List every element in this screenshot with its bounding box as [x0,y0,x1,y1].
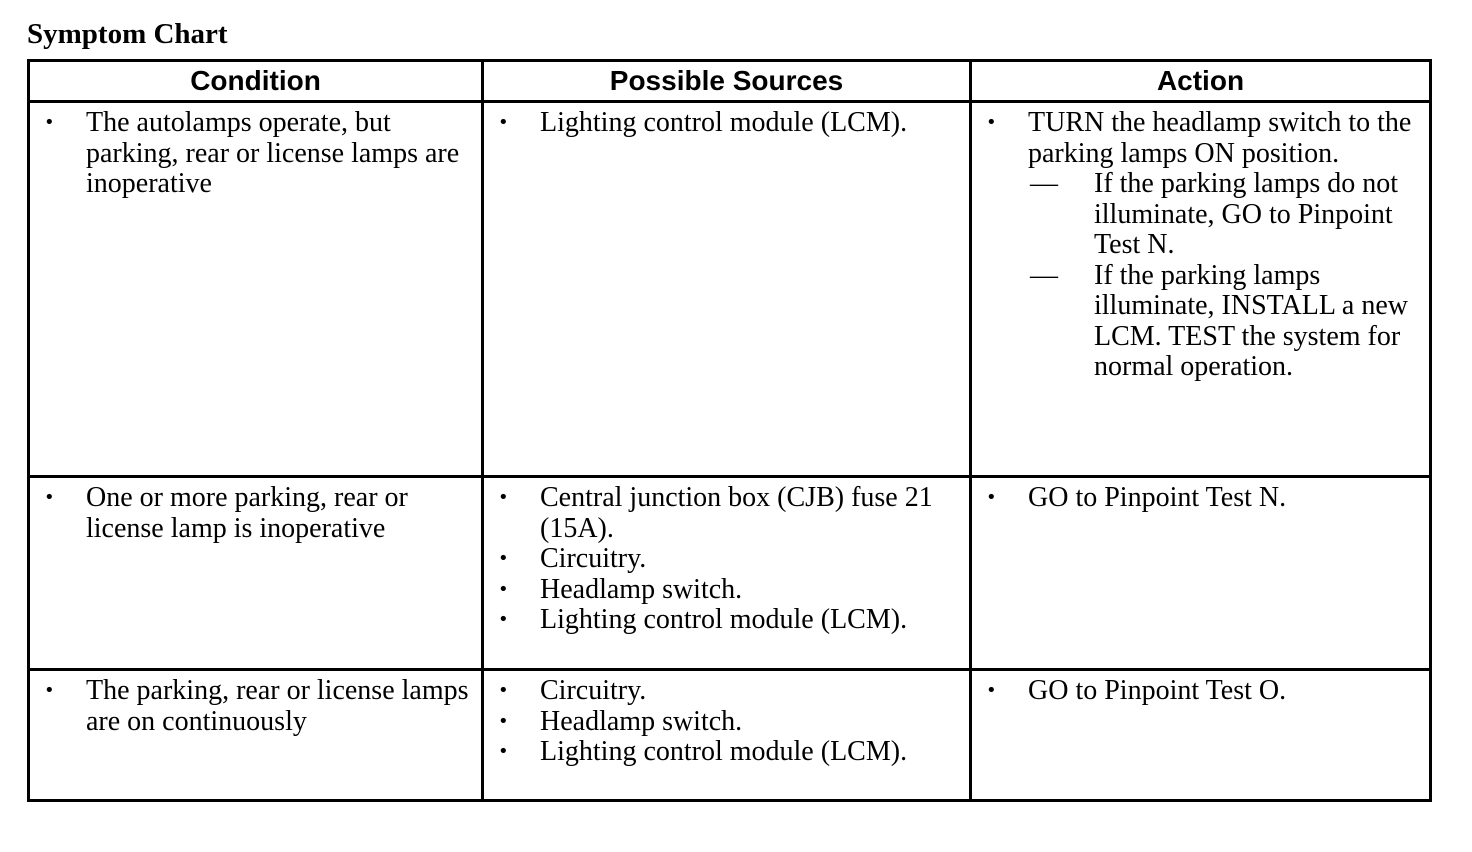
action-text: TURN the headlamp switch to the parking lamps ON position. [1028,107,1412,169]
action-item [972,483,1421,514]
action-sub-item [1028,169,1421,261]
bullet-icon: • [986,680,997,701]
header-possible-sources: Possible Sources [483,61,971,102]
bullet-icon: • [498,609,509,630]
source-item [484,707,961,738]
dash-icon: — [1030,168,1058,199]
action-cell [971,670,1431,801]
source-text: Central junction box (CJB) fuse 21 (15A). [540,482,933,544]
source-text: Lighting control module (LCM). [540,736,908,767]
bullet-icon: • [498,710,509,732]
source-item [484,676,961,707]
condition-item [30,483,473,544]
condition-cell [29,670,483,801]
header-action: Action [971,61,1431,102]
source-text: Circuitry. [540,543,647,574]
chart-title: Symptom Chart [27,18,228,50]
action-sub-text: If the parking lamps illuminate, INSTALL a new LCM. TEST the system for normal operation. [1094,259,1408,382]
source-text: Lighting control module (LCM). [540,107,908,138]
sources-cell [483,670,971,801]
action-cell [971,102,1431,477]
action-sub-item [1028,261,1421,383]
condition-item [30,108,473,200]
source-item [484,544,961,575]
action-text: GO to Pinpoint Test O. [1028,675,1287,706]
source-item [484,483,961,544]
header-row [29,61,1431,102]
source-text: Headlamp switch. [540,705,743,737]
source-item [484,575,961,606]
source-text: Headlamp switch. [540,573,743,605]
table-row [29,477,1431,670]
table-row [29,670,1431,801]
condition-cell [29,477,483,670]
condition-text: The parking, rear or license lamps are on continuously [86,675,469,737]
bullet-icon: • [44,680,55,701]
bullet-icon: • [498,578,509,600]
bullet-icon: • [498,487,509,508]
bullet-icon: • [498,680,509,701]
condition-item [30,676,473,737]
bullet-icon: • [986,487,997,508]
bullet-icon: • [44,487,55,508]
condition-cell [29,102,483,477]
action-cell [971,477,1431,670]
bullet-icon: • [986,112,997,133]
bullet-icon: • [498,741,509,762]
source-item [484,737,961,768]
symptom-table [27,59,1432,802]
dash-icon: — [1030,259,1058,291]
sources-cell [483,102,971,477]
action-item [972,676,1421,707]
action-item [972,108,1421,383]
bullet-icon: • [498,548,509,569]
bullet-icon: • [44,112,55,133]
source-item [484,108,961,139]
action-sub-text: If the parking lamps do not illuminate, GO to Pinpoint Test N. [1094,168,1399,260]
action-text: GO to Pinpoint Test N. [1028,482,1287,513]
sources-cell [483,477,971,670]
source-item [484,605,961,636]
table-row [29,102,1431,477]
source-text: Circuitry. [540,675,647,706]
condition-text: The autolamps operate, but parking, rear or license lamps are inoperative [86,107,460,199]
bullet-icon: • [498,112,509,133]
source-text: Lighting control module (LCM). [540,604,908,635]
condition-text: One or more parking, rear or license lamp is inoperative [86,482,408,544]
header-condition: Condition [29,61,483,102]
